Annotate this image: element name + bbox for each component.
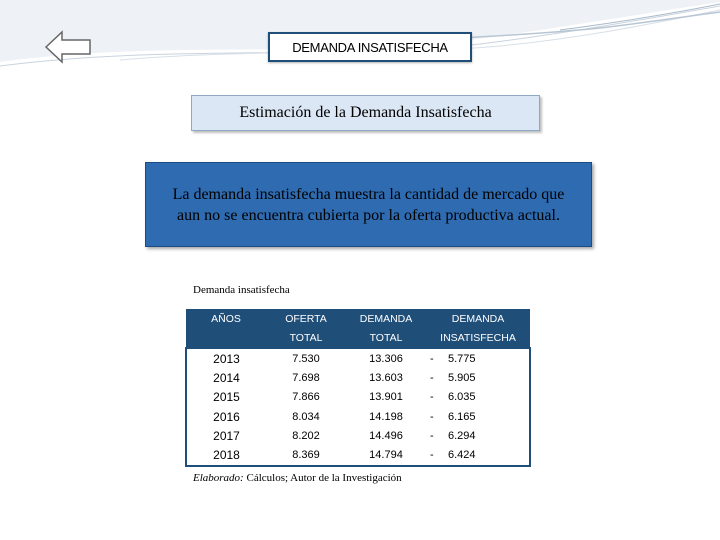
year-cell: 2016 bbox=[213, 409, 240, 424]
insatisfecha-cell bbox=[426, 445, 530, 465]
source-label: Elaborado: bbox=[193, 472, 244, 484]
header-oferta-sub: TOTAL bbox=[266, 328, 346, 348]
sign: - bbox=[430, 371, 434, 384]
header-years-sub bbox=[186, 328, 266, 348]
table-row bbox=[186, 368, 530, 387]
table-row bbox=[186, 426, 530, 445]
header-demanda: DEMANDA bbox=[346, 309, 426, 328]
insatisfecha-cell bbox=[426, 407, 530, 426]
insatisfecha-cell bbox=[426, 348, 530, 368]
source-text: Cálculos; Autor de la Investigación bbox=[243, 472, 402, 484]
sign: - bbox=[430, 352, 434, 365]
year-cell: 2013 bbox=[213, 351, 240, 366]
demanda-cell: 14.496 bbox=[369, 429, 403, 442]
insatisfecha-cell bbox=[426, 426, 530, 445]
header-demanda-insatisfecha: DEMANDA bbox=[426, 309, 530, 328]
table-caption: Demanda insatisfecha bbox=[193, 284, 290, 296]
insatisfecha-value: 6.035 bbox=[448, 391, 476, 404]
table-row bbox=[186, 407, 530, 426]
description-box: La demanda insatisfecha muestra la cantidad de mercado que aun no se encuentra cubierta por la oferta productiva actual. bbox=[145, 162, 592, 247]
sign: - bbox=[430, 391, 434, 404]
insatisfecha-cell bbox=[426, 388, 530, 407]
header-demanda-sub: TOTAL bbox=[346, 328, 426, 348]
insatisfecha-value: 6.165 bbox=[448, 410, 476, 423]
year-cell: 2018 bbox=[213, 448, 240, 463]
demanda-cell: 14.794 bbox=[369, 449, 403, 462]
source-note bbox=[193, 472, 402, 484]
oferta-cell: 7.866 bbox=[292, 391, 320, 404]
year-cell: 2015 bbox=[213, 390, 240, 405]
page-title: DEMANDA INSATISFECHA bbox=[268, 32, 472, 62]
header-years: AÑOS bbox=[186, 309, 266, 328]
demanda-cell: 13.306 bbox=[369, 352, 403, 365]
sign: - bbox=[430, 410, 434, 423]
insatisfecha-value: 5.775 bbox=[448, 352, 476, 365]
header-insatisfecha-sub: INSATISFECHA bbox=[426, 328, 530, 348]
insatisfecha-value: 6.294 bbox=[448, 429, 476, 442]
demanda-cell: 13.901 bbox=[369, 391, 403, 404]
table-row bbox=[186, 388, 530, 407]
insatisfecha-cell bbox=[426, 368, 530, 387]
insatisfecha-value: 6.424 bbox=[448, 449, 476, 462]
table-header-row bbox=[186, 328, 530, 348]
sign: - bbox=[430, 449, 434, 462]
demand-table bbox=[185, 309, 531, 467]
oferta-cell: 8.034 bbox=[292, 410, 320, 423]
year-cell: 2017 bbox=[213, 428, 240, 443]
oferta-cell: 8.369 bbox=[292, 449, 320, 462]
year-cell: 2014 bbox=[213, 370, 240, 385]
table-row bbox=[186, 348, 530, 368]
table-header-row bbox=[186, 309, 530, 328]
section-subtitle: Estimación de la Demanda Insatisfecha bbox=[191, 95, 540, 131]
sign: - bbox=[430, 429, 434, 442]
demanda-cell: 13.603 bbox=[369, 371, 403, 384]
insatisfecha-value: 5.905 bbox=[448, 371, 476, 384]
oferta-cell: 7.530 bbox=[292, 352, 320, 365]
demanda-cell: 14.198 bbox=[369, 410, 403, 423]
table-row bbox=[186, 445, 530, 465]
left-arrow-icon[interactable] bbox=[44, 30, 92, 64]
oferta-cell: 8.202 bbox=[292, 429, 320, 442]
oferta-cell: 7.698 bbox=[292, 371, 320, 384]
header-oferta: OFERTA bbox=[266, 309, 346, 328]
